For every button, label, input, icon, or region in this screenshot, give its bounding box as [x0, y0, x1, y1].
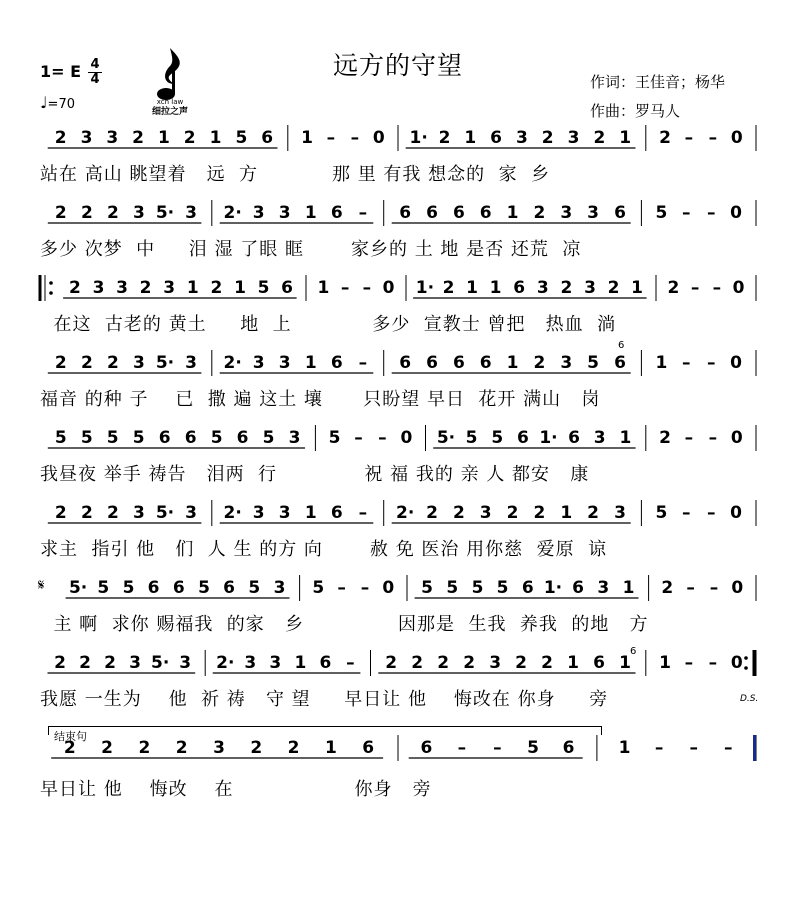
note: 5· [155, 353, 175, 373]
note: 6 [452, 353, 465, 373]
note: 1 [655, 353, 668, 373]
note: 3 [185, 203, 197, 223]
note: 5· [436, 428, 456, 448]
note: 1 [304, 503, 317, 523]
note: 6 [516, 428, 529, 448]
note: 3 [584, 278, 596, 298]
note: 1 [619, 428, 632, 448]
note: 1 [622, 578, 635, 598]
note: 2· [216, 653, 235, 673]
lyricist-credit: 作词：王佳音；杨华 [590, 73, 726, 91]
note: 0 [730, 653, 743, 673]
note: 1 [186, 278, 199, 298]
note: 3 [163, 278, 176, 298]
note: 2· [396, 503, 415, 523]
note: 6 [399, 203, 412, 223]
note: 2 [463, 653, 476, 673]
note: 1 [294, 653, 307, 673]
note: – [654, 738, 664, 758]
note: 3 [213, 738, 225, 758]
note: – [358, 503, 368, 523]
note: 3 [106, 128, 119, 148]
note: 5 [106, 428, 119, 448]
note: 6 [568, 428, 581, 448]
note: 3 [587, 203, 600, 223]
note: 6 [330, 503, 343, 523]
note: 1 [506, 353, 519, 373]
ds-mark: D.S. [740, 694, 759, 704]
note: 2 [54, 128, 67, 148]
note: 2 [80, 503, 93, 523]
note: – [350, 128, 360, 148]
notation-line [0, 646, 796, 686]
notation-line [0, 421, 796, 461]
note: 6 [593, 653, 606, 673]
note: 6 [319, 653, 332, 673]
note: 6 [572, 578, 585, 598]
note: 0 [382, 278, 395, 298]
note: 0 [372, 128, 385, 148]
note: 3 [273, 578, 286, 598]
note: 6 [562, 738, 575, 758]
note: – [682, 353, 691, 373]
note: 5 [257, 278, 270, 298]
note: 3 [278, 203, 291, 223]
note: 1 [659, 653, 671, 673]
note: 3 [244, 653, 257, 673]
note: – [706, 353, 716, 373]
note: 6 [330, 353, 343, 373]
notation-line [0, 731, 796, 771]
note: 2 [210, 278, 223, 298]
note: 5· [151, 653, 170, 673]
note: 2 [54, 353, 67, 373]
publisher-logo [140, 44, 200, 116]
note: – [684, 428, 694, 448]
note: 2 [437, 653, 450, 673]
note: 1 [567, 653, 580, 673]
note: 5 [210, 428, 223, 448]
note: 2 [106, 353, 119, 373]
notation-line [0, 271, 796, 311]
note: – [457, 738, 467, 758]
note: 2 [385, 653, 398, 673]
note: 3 [252, 503, 265, 523]
note: 2 [139, 278, 152, 298]
note: 2 [132, 128, 145, 148]
note: 1 [489, 278, 502, 298]
logo-text-top: xch law [156, 98, 184, 106]
note: 2 [515, 653, 528, 673]
note: 3 [252, 203, 265, 223]
note: 3 [560, 353, 573, 373]
note: 2 [80, 353, 93, 373]
note: 2 [659, 128, 671, 148]
note: 0 [382, 578, 395, 598]
note: 1 [464, 128, 477, 148]
repeat-dot [744, 656, 748, 660]
note: 2 [541, 128, 554, 148]
lyric-line: 我昼夜 举手 祷告 泪两 行 祝 福 我的 亲 人 都安 康 [40, 464, 590, 485]
note: – [362, 278, 372, 298]
note: – [708, 653, 718, 673]
note: 5 [312, 578, 325, 598]
lyric-line: 站在 高山 眺望着 远 方 那 里 有我 想念的 家 乡 [40, 164, 551, 185]
lyric-line: 求主 指引 他 们 人 生 的方 向 赦 免 医治 用你慈 爱原 谅 [40, 539, 608, 560]
note: 0 [732, 278, 745, 298]
note: 2· [223, 503, 242, 523]
note: 2 [426, 503, 438, 523]
fermata-mark: 6 [618, 340, 625, 351]
note: 6 [158, 428, 171, 448]
note: – [682, 503, 691, 523]
note: 1 [618, 738, 631, 758]
note: 6 [479, 353, 492, 373]
note: 6 [330, 203, 343, 223]
note: 5 [465, 428, 478, 448]
repeat-dot [744, 666, 748, 670]
note: 3 [479, 503, 492, 523]
note: 2 [587, 503, 600, 523]
note: 6 [426, 203, 438, 223]
note: 2 [54, 203, 67, 223]
note: 1 [304, 203, 317, 223]
note: 6 [362, 738, 375, 758]
note: – [686, 578, 695, 598]
note: 5 [655, 203, 668, 223]
note: 6 [513, 278, 526, 298]
note: 1 [466, 278, 478, 298]
note: 2 [659, 428, 671, 448]
note: 1 [631, 278, 644, 298]
note: 2 [106, 503, 119, 523]
note: 5 [80, 428, 93, 448]
segno-mark: 𝄋 [38, 576, 45, 594]
note: 2 [54, 653, 66, 673]
note: 1 [619, 128, 632, 148]
note: 3 [269, 653, 282, 673]
note: 6 [147, 578, 160, 598]
note: 3 [92, 278, 105, 298]
note: 2 [533, 203, 546, 223]
note: – [690, 278, 700, 298]
repeat-dot [49, 281, 53, 285]
note: 3 [129, 653, 142, 673]
note: 0 [730, 428, 743, 448]
note: 2 [68, 278, 81, 298]
note: 6 [172, 578, 185, 598]
note: 5 [248, 578, 261, 598]
note: 1 [157, 128, 170, 148]
note: 2 [79, 653, 92, 673]
note: 1 [324, 738, 337, 758]
note: 5 [97, 578, 110, 598]
note: 6 [479, 203, 492, 223]
note: 2 [175, 738, 188, 758]
note: 5 [446, 578, 459, 598]
time-signature-bottom: 4 [88, 72, 102, 87]
note: 5 [587, 353, 600, 373]
note: 3 [593, 428, 606, 448]
note: 1 [560, 503, 573, 523]
note: 1 [619, 653, 632, 673]
note: 3 [567, 128, 580, 148]
note: 6 [281, 278, 294, 298]
note: – [706, 203, 716, 223]
note: 6 [614, 353, 626, 373]
fermata-mark: 6 [630, 646, 637, 657]
note: 5 [496, 578, 509, 598]
note: 2 [80, 203, 93, 223]
note: 3 [185, 503, 197, 523]
note: – [708, 428, 718, 448]
note: 2 [533, 503, 546, 523]
note: 2 [287, 738, 300, 758]
note: 2 [541, 653, 554, 673]
note: 5 [655, 503, 668, 523]
note: 2 [560, 278, 573, 298]
note: 2 [506, 503, 519, 523]
note: 5· [155, 203, 175, 223]
note: – [358, 203, 368, 223]
note: 5· [155, 503, 175, 523]
tempo-marking [40, 93, 75, 112]
note: 1 [304, 353, 317, 373]
note: – [684, 653, 694, 673]
notation-line [0, 121, 796, 161]
repeat-dot [49, 291, 53, 295]
note: 5· [68, 578, 88, 598]
note: 2 [411, 653, 424, 673]
note: 1 [301, 128, 313, 148]
note: 0 [730, 353, 743, 373]
note: 2 [104, 653, 117, 673]
note: – [378, 428, 387, 448]
note: 2 [250, 738, 263, 758]
note: 3 [536, 278, 549, 298]
note: – [326, 128, 336, 148]
note: 2 [438, 128, 451, 148]
note: – [337, 578, 346, 598]
note: 3 [560, 203, 573, 223]
note: 1· [409, 128, 428, 148]
time-signature-top: 4 [90, 57, 100, 72]
note: 2 [138, 738, 151, 758]
note: 5 [262, 428, 275, 448]
tempo-value: =70 [47, 97, 75, 112]
note: 3 [614, 503, 626, 523]
note: 2 [54, 503, 67, 523]
note: 2 [593, 128, 606, 148]
note: 0 [730, 128, 743, 148]
note: 3 [132, 353, 145, 373]
note: – [340, 278, 350, 298]
note: 3 [179, 653, 192, 673]
note: 3 [132, 203, 145, 223]
note: 6 [223, 578, 236, 598]
note: 1 [209, 128, 222, 148]
notation-line [0, 571, 796, 611]
notation-line [0, 496, 796, 536]
note: 6 [420, 738, 433, 758]
note: 0 [730, 203, 743, 223]
notation-line [0, 346, 796, 386]
note: 1 [506, 203, 519, 223]
note: 1· [539, 428, 558, 448]
note: 2· [223, 353, 242, 373]
note: 5 [122, 578, 135, 598]
note: 3 [597, 578, 610, 598]
note: 5 [132, 428, 145, 448]
note: 6 [521, 578, 534, 598]
note: – [709, 578, 719, 598]
note: 6 [452, 203, 465, 223]
note: 2 [101, 738, 114, 758]
note: 5 [328, 428, 341, 448]
credits [590, 68, 725, 126]
lyric-line: 福音 的种 子 已 撒 遍 这土 壤 只盼望 早日 花开 满山 岗 [40, 389, 601, 410]
note: – [706, 503, 716, 523]
note: 1· [543, 578, 563, 598]
note: – [360, 578, 370, 598]
note: 3 [489, 653, 502, 673]
note: 3 [252, 353, 265, 373]
note: 6 [261, 128, 274, 148]
quarter-note-icon: ♩ [40, 93, 48, 112]
note: – [354, 428, 363, 448]
song-title: 远方的守望 [332, 51, 463, 80]
note: 3 [132, 503, 145, 523]
note: 6 [426, 353, 438, 373]
note: 3 [278, 353, 291, 373]
note: 3 [80, 128, 93, 148]
note: – [689, 738, 698, 758]
lyric-line: 在这 古老的 黄土 地 上 多少 宣教士 曾把 热血 淌 [40, 314, 617, 335]
time-signature [88, 58, 102, 87]
note: 3 [185, 353, 197, 373]
note: 5 [527, 738, 539, 758]
note: 2 [106, 203, 119, 223]
note: – [724, 738, 733, 758]
logo-text-bottom: 细拉之声 [151, 107, 189, 116]
notation-line [0, 196, 796, 236]
note: 6 [490, 128, 503, 148]
note: 6 [614, 203, 626, 223]
note: 2 [452, 503, 465, 523]
note: 0 [400, 428, 413, 448]
lyric-line: 早日让 他 悔改 在 你身 旁 [40, 779, 432, 800]
note: – [684, 128, 694, 148]
note: 2 [667, 278, 680, 298]
lyric-line: 多少 次梦 中 泪 湿 了眼 眶 家乡的 土 地 是否 还荒 凉 [40, 239, 582, 260]
note: 3 [278, 503, 291, 523]
note: 6 [399, 353, 412, 373]
note: 3 [288, 428, 301, 448]
ending-label: 结束句 [54, 730, 87, 743]
key-signature: 1= E [40, 62, 82, 81]
note: 5 [491, 428, 504, 448]
note: 0 [730, 503, 743, 523]
note: – [708, 128, 718, 148]
note: 2 [442, 278, 455, 298]
ending-bracket [48, 726, 602, 735]
note: 6 [184, 428, 197, 448]
note: 1 [317, 278, 330, 298]
note: 3 [515, 128, 528, 148]
note: 2 [661, 578, 674, 598]
lyric-line: 我愿 一生为 他 祈 祷 守 望 早日让 他 悔改在 你身 旁 [40, 689, 609, 710]
note: 5 [198, 578, 210, 598]
note: 6 [236, 428, 249, 448]
note: 5 [471, 578, 484, 598]
composer-credit: 作曲：罗马人 [590, 102, 681, 120]
note: 5 [421, 578, 434, 598]
note: 5 [235, 128, 248, 148]
note: – [346, 653, 355, 673]
note: 1· [415, 278, 435, 298]
note: 2 [607, 278, 620, 298]
note: 3 [116, 278, 128, 298]
note: 2 [533, 353, 546, 373]
note: 2 [63, 738, 76, 758]
final-barline [753, 735, 756, 761]
note: 0 [731, 578, 744, 598]
note: – [493, 738, 502, 758]
lyric-line: 主 啊 求你 赐福我 的家 乡 因那是 生我 养我 的地 方 [40, 614, 649, 635]
note: 2 [183, 128, 196, 148]
note: 2· [223, 203, 242, 223]
note: – [358, 353, 368, 373]
note: 5 [54, 428, 67, 448]
note: – [682, 203, 691, 223]
note: – [712, 278, 722, 298]
note: 1 [234, 278, 246, 298]
